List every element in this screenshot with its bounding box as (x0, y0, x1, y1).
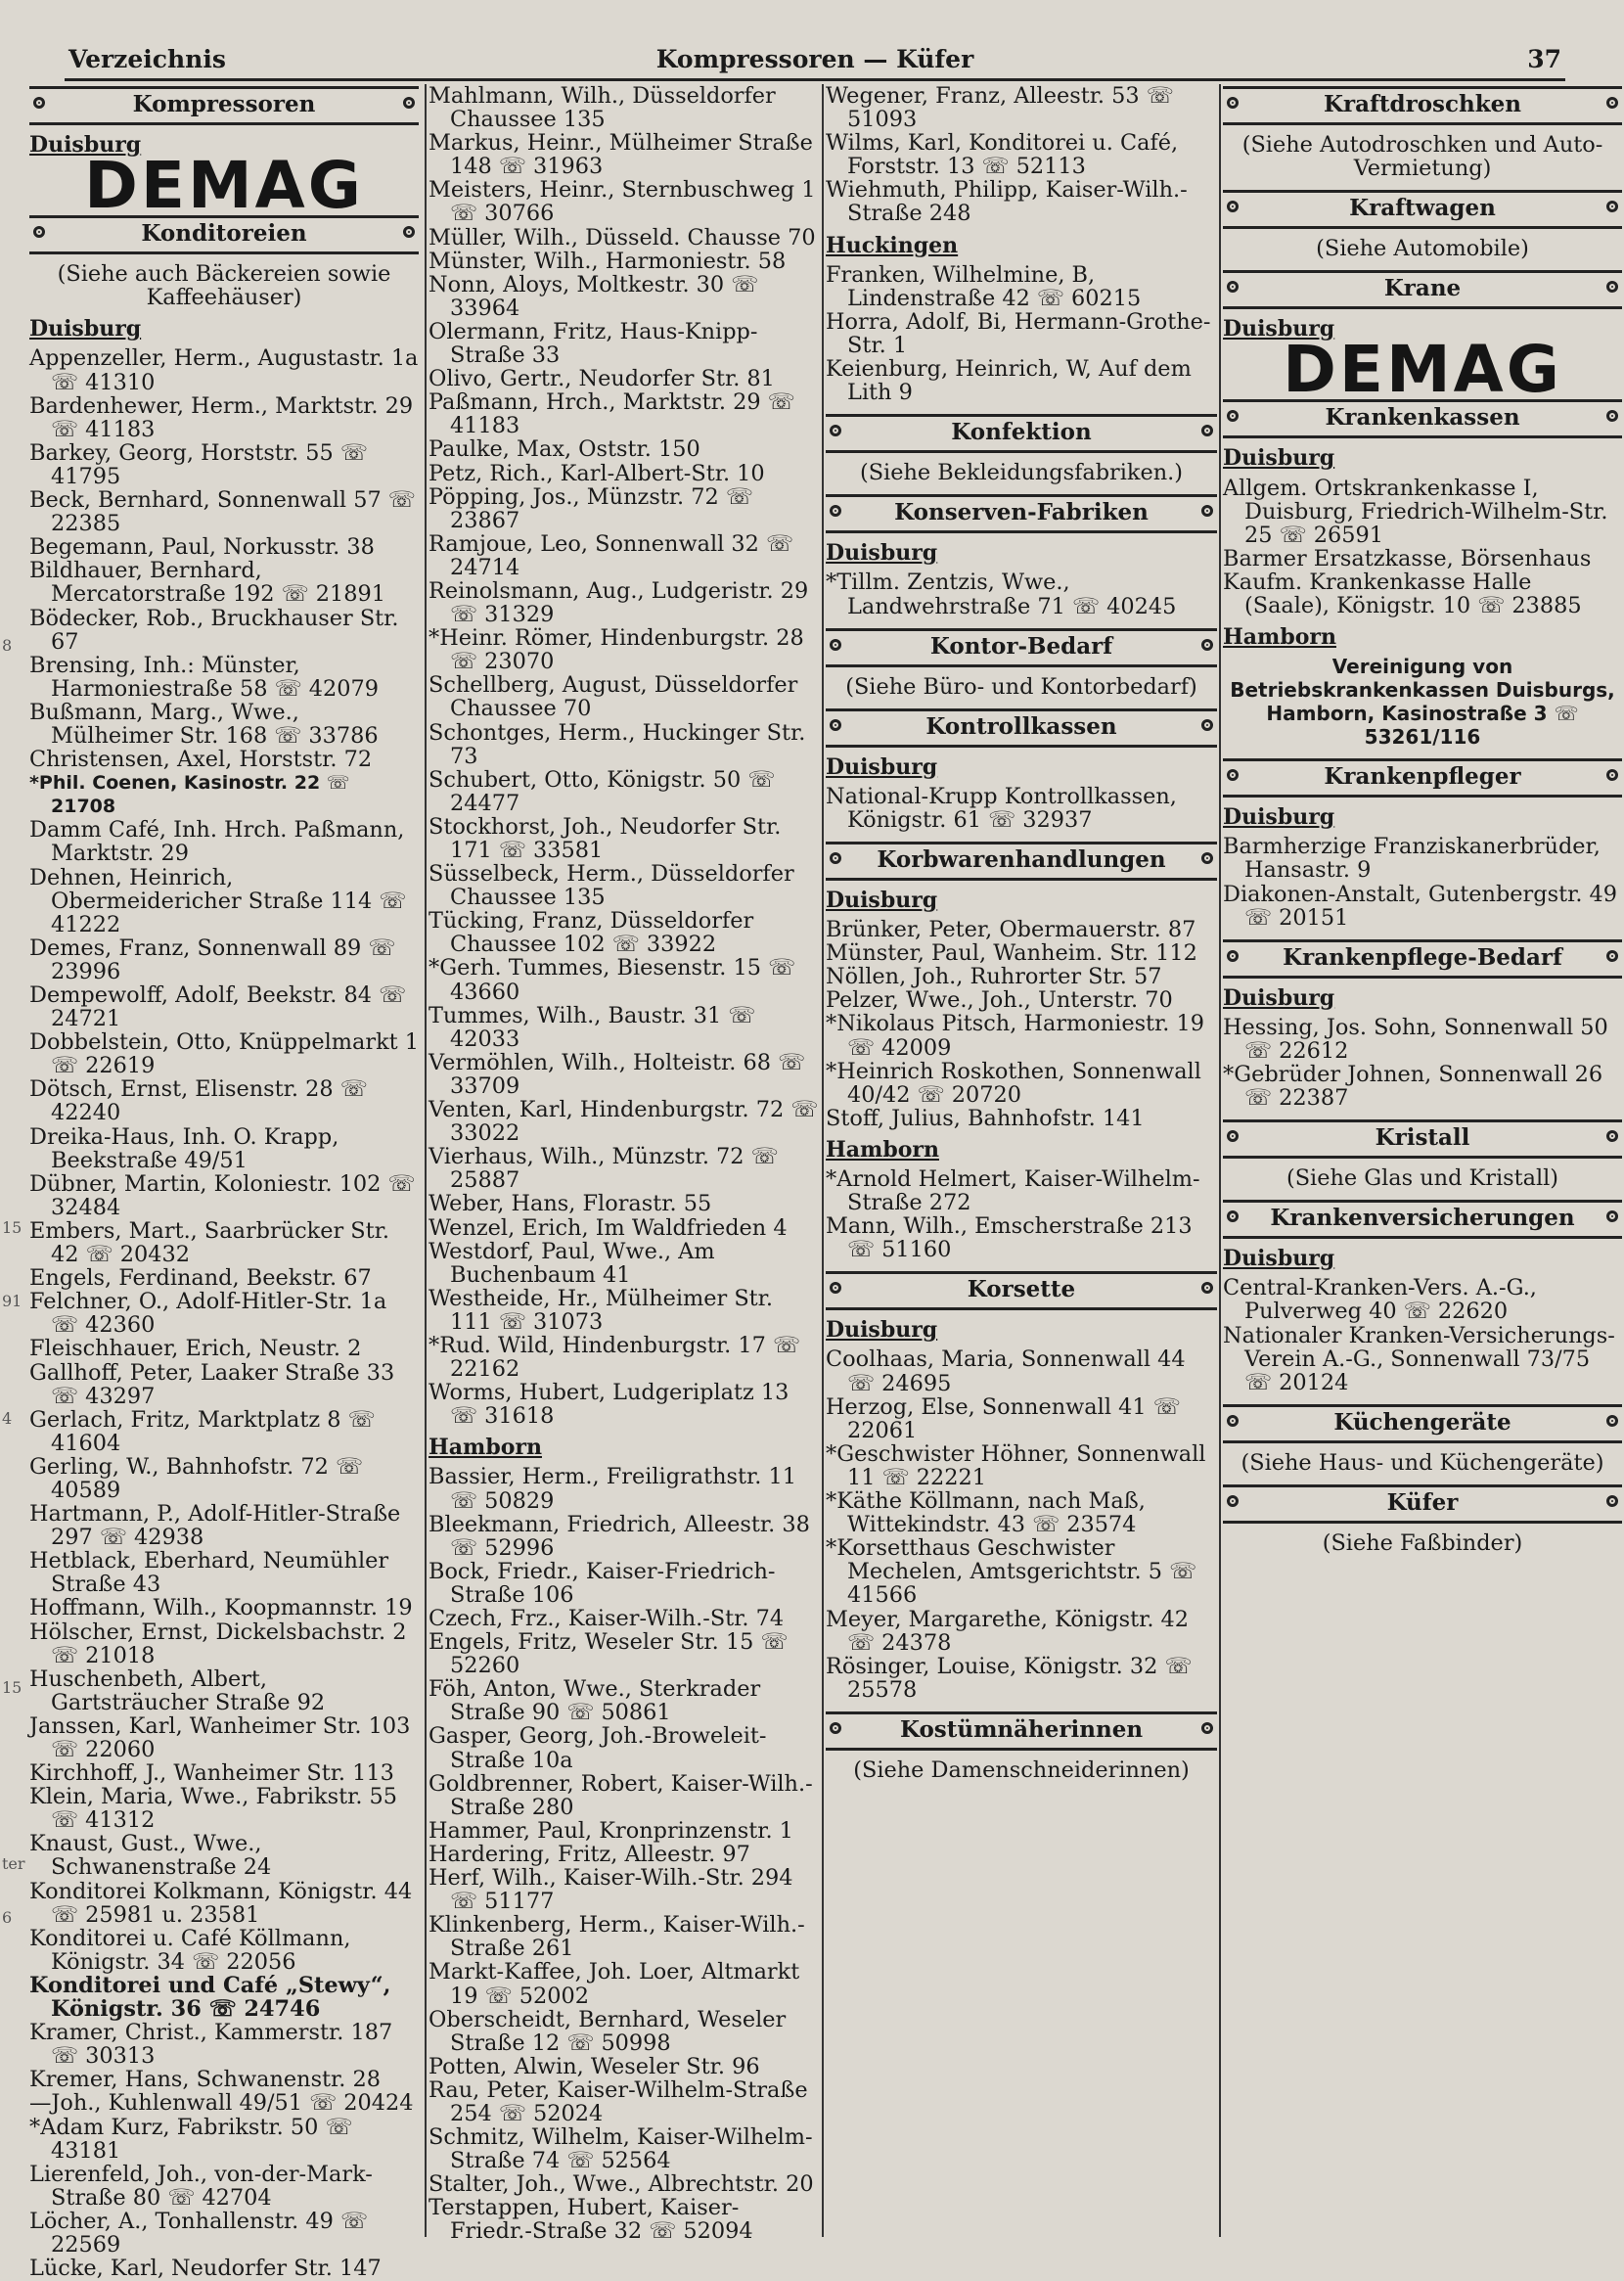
margin-mark: 91 (2, 1292, 23, 1310)
directory-entry: *Heinrich Roskothen, Sonnenwall 40/42 ☏ 20720 (826, 1058, 1201, 1108)
cross-reference: (Siehe Faßbinder) (1322, 1529, 1523, 1556)
directory-entry: Appenzeller, Herm., Augustastr. 1a ☏ 41310 (29, 345, 419, 395)
directory-entry: Wenzel, Erich, Im Waldfrieden 4 (429, 1214, 788, 1241)
directory-entry: Dobbelstein, Otto, Knüppelmarkt 1 ☏ 22619 (29, 1029, 419, 1079)
directory-entry: Konditorei u. Café Köllmann, Königstr. 34 ☏ 22056 (29, 1925, 351, 1975)
directory-entry: Schmitz, Wilhelm, Kaiser-Wilhelm-Straße 74 ☏ 52564 (429, 2124, 813, 2174)
directory-entry: *Heinr. Römer, Hindenburgstr. 28 ☏ 23070 (429, 625, 804, 675)
directory-entry: Engels, Fritz, Weseler Str. 15 ☏ 52260 (429, 1629, 789, 1679)
directory-entry: Mahlmann, Wilh., Düsseldorfer Chaussee 135 (429, 83, 776, 133)
bullet-icon (1201, 852, 1213, 864)
city-heading: Duisburg (1223, 1246, 1335, 1272)
directory-entry: Demes, Franz, Sonnenwall 89 ☏ 23996 (29, 935, 396, 984)
column-2 (425, 83, 820, 2245)
directory-entry: Markt-Kaffee, Joh. Loer, Altmarkt 19 ☏ 52002 (429, 1959, 800, 2009)
city-heading: Duisburg (1223, 804, 1335, 831)
directory-entry: Föh, Anton, Wwe., Sterkrader Straße 90 ☏ 50861 (429, 1676, 761, 1726)
directory-entry: Bardenhewer, Herm., Marktstr. 29 ☏ 41183 (29, 392, 414, 442)
category-heading (1223, 1119, 1622, 1159)
demag-logo: DEMAG (1283, 332, 1562, 408)
directory-entry: Meisters, Heinr., Sternbuschweg 1 ☏ 30766 (429, 177, 816, 227)
directory-entry: Münster, Paul, Wanheim. Str. 112 (826, 940, 1197, 967)
directory-entry: —Joh., Kuhlenwall 49/51 ☏ 20424 (29, 2090, 414, 2117)
directory-entry: Pelzer, Wwe., Joh., Unterstr. 70 (826, 987, 1173, 1014)
directory-entry: Gerling, W., Bahnhofstr. 72 ☏ 40589 (29, 1453, 364, 1503)
directory-entry: Stoff, Julius, Bahnhofstr. 141 (826, 1105, 1145, 1131)
directory-entry: Bildhauer, Bernhard, Mercatorstraße 192 ☏ 21891 (29, 558, 386, 608)
directory-entry: Pöpping, Jos., Münzstr. 72 ☏ 23867 (429, 483, 753, 533)
directory-entry: Goldbrenner, Robert, Kaiser-Wilh.-Straße 280 (429, 1770, 813, 1820)
bullet-icon (1227, 281, 1239, 293)
directory-entry: Löcher, A., Tonhallenstr. 49 ☏ 22569 (29, 2208, 368, 2258)
directory-entry: Herzog, Else, Sonnenwall 41 ☏ 22061 (826, 1393, 1181, 1443)
directory-entry: *Tillm. Zentzis, Wwe., Landwehrstraße 71 ☏ 40245 (826, 570, 1177, 619)
page-header (65, 43, 1565, 81)
directory-entry: Westdorf, Paul, Wwe., Am Buchenbaum 41 (429, 1238, 715, 1288)
directory-entry: Janssen, Karl, Wanheimer Str. 103 ☏ 22060 (29, 1712, 411, 1762)
directory-entry: Barkey, Georg, Horststr. 55 ☏ 41795 (29, 439, 368, 489)
category-heading (826, 494, 1217, 533)
category-label: Küfer (1386, 1488, 1459, 1516)
directory-entry: Gallhoff, Peter, Laaker Straße 33 ☏ 43297 (29, 1359, 395, 1409)
directory-entry: Westheide, Hr., Mülheimer Str. 111 ☏ 31073 (429, 1285, 774, 1335)
column-1 (29, 84, 419, 2281)
margin-mark: 6 (2, 1908, 13, 1927)
directory-entry: Bassier, Herm., Freiligrathstr. 11 ☏ 50829 (429, 1464, 796, 1514)
directory-entry: *Korsetthaus Geschwister Mechelen, Amtsgerichtstr. 5 ☏ 41566 (826, 1535, 1197, 1609)
city-heading: Hamborn (429, 1435, 542, 1461)
category-label: Kontor-Bedarf (929, 632, 1113, 660)
bullet-icon (1227, 97, 1239, 109)
directory-entry: Horra, Adolf, Bi, Hermann-Grothe-Str. 1 (826, 308, 1211, 358)
category-heading (1223, 939, 1622, 979)
bullet-icon (33, 226, 45, 238)
directory-entry: Hammer, Paul, Kronprinzenstr. 1 (429, 1817, 793, 1844)
directory-entry: Stalter, Joh., Wwe., Albrechtstr. 20 (429, 2171, 814, 2198)
directory-entry: Coolhaas, Maria, Sonnenwall 44 ☏ 24695 (826, 1346, 1186, 1396)
category-label: Kostümnäherinnen (899, 1715, 1144, 1743)
directory-entry: Begemann, Paul, Norkusstr. 38 (29, 534, 375, 561)
directory-entry: *Gebrüder Johnen, Sonnenwall 26 ☏ 22387 (1223, 1061, 1603, 1112)
directory-entry: Worms, Hubert, Ludgeriplatz 13 ☏ 31618 (429, 1380, 789, 1430)
directory-entry: Petz, Rich., Karl-Albert-Str. 10 (429, 460, 765, 486)
directory-entry: Klinkenberg, Herm., Kaiser-Wilh.-Straße 261 (429, 1912, 805, 1962)
bullet-icon (1227, 1415, 1239, 1427)
directory-entry: Müller, Wilh., Düsseld. Chausse 70 (429, 224, 816, 251)
directory-entry: *Adam Kurz, Fabrikstr. 50 ☏ 43181 (29, 2114, 353, 2164)
category-heading (1223, 1200, 1622, 1239)
directory-entry: Dempewolff, Adolf, Beekstr. 84 ☏ 24721 (29, 982, 407, 1032)
bullet-icon (1227, 1495, 1239, 1507)
cross-reference: (Siehe Glas und Kristall) (1286, 1165, 1559, 1192)
directory-entry: Damm Café, Inh. Hrch. Paßmann, Marktstr. 29 (29, 817, 405, 867)
directory-entry: Lücke, Karl, Neudorfer Str. 147 (29, 2256, 382, 2281)
directory-entry: Rau, Peter, Kaiser-Wilhelm-Straße 254 ☏ 52024 (429, 2076, 808, 2126)
directory-entry: Keienburg, Heinrich, W, Auf dem Lith 9 (826, 356, 1192, 406)
directory-entry: Bleekmann, Friedrich, Alleestr. 38 ☏ 52996 (429, 1511, 810, 1561)
directory-entry: Münster, Wilh., Harmoniestr. 58 (429, 248, 787, 274)
bullet-icon (1227, 410, 1239, 422)
bullet-icon (1606, 1130, 1618, 1142)
category-heading (29, 86, 419, 125)
cross-reference: (Siehe Damenschneiderinnen) (853, 1756, 1190, 1783)
directory-entry: Konditorei und Café „Stewy“, Königstr. 36 ☏ 24746 (29, 1972, 391, 2023)
directory-entry: Brensing, Inh.: Münster, Harmoniestraße 58 ☏ 42079 (29, 652, 379, 702)
directory-entry: Barmer Ersatzkasse, Börsenhaus (1223, 545, 1592, 571)
margin-mark: 4 (2, 1409, 13, 1428)
directory-entry: Engels, Ferdinand, Beekstr. 67 (29, 1265, 372, 1292)
directory-entry: Nöllen, Joh., Ruhrorter Str. 57 (826, 964, 1162, 990)
category-heading (1223, 399, 1622, 438)
category-label: Küchengeräte (1333, 1408, 1511, 1436)
category-heading (29, 215, 419, 254)
directory-entry: Nationaler Kranken-Versicherungs-Verein A.-G., Sonnenwall 73/75 ☏ 20124 (1223, 1322, 1615, 1395)
directory-entry: Felchner, O., Adolf-Hitler-Str. 1a ☏ 42360 (29, 1289, 387, 1339)
bullet-icon (1227, 1210, 1239, 1222)
directory-entry: Ramjoue, Leo, Sonnenwall 32 ☏ 24714 (429, 530, 794, 580)
margin-mark: ter (2, 1854, 25, 1873)
margin-mark: 15 (2, 1218, 23, 1237)
highlighted-entry: Vereinigung von Betriebskrankenkassen Duisburgs, Hamborn, Kasinostraße 3 ☏ 53261/116 (1230, 655, 1615, 750)
directory-entry: Schontges, Herm., Huckinger Str. 73 (429, 719, 806, 769)
directory-entry: Wiehmuth, Philipp, Kaiser-Wilh.-Straße 248 (826, 177, 1188, 227)
bullet-icon (1201, 425, 1213, 436)
directory-entry: Paßmann, Hrch., Marktstr. 29 ☏ 41183 (429, 389, 795, 439)
margin-mark: 15 (2, 1678, 23, 1697)
city-heading: Duisburg (826, 753, 938, 780)
city-heading: Duisburg (1223, 316, 1335, 342)
directory-entry: Kaufm. Krankenkasse Halle (Saale), Königstr. 10 ☏ 23885 (1223, 569, 1582, 619)
category-label: Konfektion (951, 419, 1092, 446)
directory-entry: Vierhaus, Wilh., Münzstr. 72 ☏ 25887 (429, 1144, 779, 1194)
category-label: Krankenversicherungen (1270, 1205, 1575, 1232)
directory-entry: Beck, Bernhard, Sonnenwall 57 ☏ 22385 (29, 487, 416, 537)
city-heading: Duisburg (1223, 445, 1335, 472)
bullet-icon (1606, 1495, 1618, 1507)
column-4 (1219, 84, 1622, 2237)
city-heading: Duisburg (1223, 984, 1335, 1011)
bullet-icon (830, 1282, 841, 1294)
category-heading (1223, 1484, 1622, 1524)
category-heading (1223, 1404, 1622, 1443)
directory-entry: Fleischhauer, Erich, Neustr. 2 (29, 1336, 362, 1362)
category-heading (1223, 270, 1622, 309)
bullet-icon (1227, 950, 1239, 962)
directory-entry: Hardering, Fritz, Alleestr. 97 (429, 1841, 750, 1867)
cross-reference: (Siehe auch Bäckereien sowie Kaffeehäuser) (57, 261, 391, 311)
directory-entry: Klein, Maria, Wwe., Fabrikstr. 55 ☏ 41312 (29, 1784, 398, 1834)
directory-entry: Kramer, Christ., Kammerstr. 187 ☏ 30313 (29, 2020, 393, 2070)
category-label: Konditoreien (141, 220, 307, 248)
category-heading (1223, 86, 1622, 125)
bullet-icon (830, 719, 841, 731)
bullet-icon (1606, 1210, 1618, 1222)
city-heading: Duisburg (826, 1317, 938, 1344)
bullet-icon (830, 505, 841, 517)
category-label: Kristall (1375, 1124, 1470, 1152)
directory-entry: Diakonen-Anstalt, Gutenbergstr. 49 ☏ 20151 (1223, 881, 1618, 931)
bullet-icon (1606, 950, 1618, 962)
directory-entry: Dehnen, Heinrich, Obermeidericher Straße 114 ☏ 41222 (29, 864, 407, 937)
directory-entry: Dreika-Haus, Inh. O. Krapp, Beekstraße 49/51 (29, 1123, 339, 1173)
margin-mark: 8 (2, 636, 13, 655)
directory-entry: Wilms, Karl, Konditorei u. Café, Forststr. 13 ☏ 52113 (826, 130, 1179, 180)
directory-entry: Reinolsmann, Aug., Ludgeristr. 29 ☏ 31329 (429, 577, 809, 628)
directory-entry: Dötsch, Ernst, Elisenstr. 28 ☏ 42240 (29, 1076, 368, 1126)
directory-entry: Markus, Heinr., Mülheimer Straße 148 ☏ 31963 (429, 130, 813, 180)
bullet-icon (1227, 201, 1239, 212)
directory-entry: Czech, Frz., Kaiser-Wilh.-Str. 74 (429, 1606, 785, 1631)
directory-entry: Olivo, Gertr., Neudorfer Str. 81 (429, 366, 775, 392)
directory-entry: Herf, Wilh., Kaiser-Wilh.-Str. 294 ☏ 51177 (429, 1865, 793, 1915)
directory-entry: Hölscher, Ernst, Dickelsbachstr. 2 ☏ 21018 (29, 1619, 407, 1668)
running-head-title: Kompressoren — Küfer (655, 45, 974, 73)
directory-entry: Franken, Wilhelmine, B, Lindenstraße 42 ☏ 60215 (826, 261, 1142, 311)
directory-entry: Allgem. Ortskrankenkasse I, Duisburg, Friedrich-Wilhelm-Str. 25 ☏ 26591 (1223, 475, 1608, 548)
category-label: Kraftdroschken (1323, 91, 1522, 117)
category-label: Krankenpfleger (1324, 763, 1521, 791)
directory-entry: Hartmann, P., Adolf-Hitler-Straße 297 ☏ 42938 (29, 1501, 401, 1551)
bullet-icon (830, 639, 841, 651)
bullet-icon (33, 97, 45, 109)
city-heading: Duisburg (826, 887, 938, 913)
city-heading: Hamborn (1223, 624, 1336, 651)
directory-entry: Mann, Wilh., Emscherstraße 213 ☏ 51160 (826, 1213, 1193, 1263)
cross-reference: (Siehe Autodroschken und Auto-Vermietung) (1241, 132, 1603, 182)
bullet-icon (1201, 639, 1213, 651)
directory-entry: Knaust, Gust., Wwe., Schwanenstraße 24 (29, 1831, 272, 1881)
directory-entry: Central-Kranken-Vers. A.-G., Pulverweg 40 ☏ 22620 (1223, 1275, 1537, 1325)
directory-entry: Gasper, Georg, Joh.-Broweleit-Straße 10a (429, 1723, 767, 1773)
cross-reference: (Siehe Büro- und Kontorbedarf) (845, 673, 1197, 700)
bullet-icon (1201, 719, 1213, 731)
bullet-icon (403, 226, 415, 238)
directory-entry: *Rud. Wild, Hindenburgstr. 17 ☏ 22162 (429, 1332, 801, 1383)
directory-entry: Embers, Mart., Saarbrücker Str. 42 ☏ 20432 (29, 1217, 389, 1268)
directory-entry: Venten, Karl, Hindenburgstr. 72 ☏ 33022 (429, 1097, 819, 1147)
bullet-icon (1201, 505, 1213, 517)
cross-reference: (Siehe Bekleidungsfabriken.) (859, 460, 1184, 486)
directory-entry: *Phil. Coenen, Kasinostr. 22 ☏ 21708 (29, 772, 350, 818)
directory-entry: Tummes, Wilh., Baustr. 31 ☏ 42033 (429, 1002, 756, 1052)
category-heading (1223, 190, 1622, 229)
directory-entry: Oberscheidt, Bernhard, Weseler Straße 12 ☏ 50998 (429, 2006, 787, 2056)
cross-reference: (Siehe Haus- und Küchengeräte) (1241, 1449, 1604, 1476)
directory-entry: *Gerh. Tummes, Biesenstr. 15 ☏ 43660 (429, 955, 796, 1005)
bullet-icon (830, 852, 841, 864)
bullet-icon (1606, 769, 1618, 781)
directory-entry: Terstappen, Hubert, Kaiser-Friedr.-Straße 32 ☏ 52094 (429, 2195, 753, 2245)
directory-entry: Bödecker, Rob., Bruckhauser Str. 67 (29, 605, 399, 655)
directory-entry: Kirchhoff, J., Wanheimer Str. 113 (29, 1760, 394, 1787)
category-label: Konserven-Fabriken (894, 499, 1149, 526)
bullet-icon (1606, 281, 1618, 293)
directory-entry: Wegener, Franz, Alleestr. 53 ☏ 51093 (826, 83, 1174, 133)
category-heading (826, 708, 1217, 748)
directory-entry: Bußmann, Marg., Wwe., Mülheimer Str. 168 ☏ 33786 (29, 699, 379, 749)
directory-entry: National-Krupp Kontrollkassen, Königstr. 61 ☏ 32937 (826, 783, 1177, 833)
bullet-icon (830, 1722, 841, 1734)
bullet-icon (1606, 410, 1618, 422)
directory-entry: Stockhorst, Joh., Neudorfer Str. 171 ☏ 33581 (429, 813, 782, 863)
bullet-icon (1227, 1130, 1239, 1142)
directory-entry: *Nikolaus Pitsch, Harmoniestr. 19 ☏ 42009 (826, 1011, 1205, 1061)
directory-entry: Christensen, Axel, Horststr. 72 (29, 747, 373, 773)
category-label: Kompressoren (132, 91, 316, 117)
category-label: Korbwarenhandlungen (877, 845, 1166, 873)
directory-entry: Schubert, Otto, Königstr. 50 ☏ 24477 (429, 766, 776, 816)
category-label: Kraftwagen (1349, 195, 1496, 222)
directory-entry: *Käthe Köllmann, nach Maß, Wittekindstr. 43 ☏ 23574 (826, 1488, 1146, 1538)
directory-entry: Weber, Hans, Florastr. 55 (429, 1191, 712, 1217)
bullet-icon (830, 425, 841, 436)
city-heading: Duisburg (29, 132, 142, 158)
directory-entry: Potten, Alwin, Weseler Str. 96 (429, 2053, 760, 2079)
directory-entry: Vermöhlen, Wilh., Holteistr. 68 ☏ 33709 (429, 1049, 806, 1099)
page-number: 37 (1527, 45, 1561, 73)
demag-logo: DEMAG (84, 148, 364, 224)
city-heading: Duisburg (826, 540, 938, 567)
directory-entry: Brünker, Peter, Obermauerstr. 87 (826, 917, 1196, 943)
category-heading (826, 1711, 1217, 1751)
directory-entry: Paulke, Max, Oststr. 150 (429, 436, 700, 463)
running-head-left: Verzeichnis (68, 45, 226, 73)
directory-entry: Kremer, Hans, Schwanenstr. 28 (29, 2067, 382, 2093)
directory-entry: Hetblack, Eberhard, Neumühler Straße 43 (29, 1548, 389, 1598)
city-heading: Hamborn (826, 1136, 939, 1163)
directory-entry: Gerlach, Fritz, Marktplatz 8 ☏ 41604 (29, 1406, 376, 1456)
bullet-icon (403, 97, 415, 109)
directory-entry: Süsselbeck, Herm., Düsseldorfer Chaussee 135 (429, 861, 794, 911)
category-label: Krankenpflege-Bedarf (1283, 943, 1562, 971)
category-heading (826, 414, 1217, 453)
cross-reference: (Siehe Automobile) (1316, 236, 1529, 262)
directory-entry: Barmherzige Franziskanerbrüder, Hansastr. 9 (1223, 834, 1601, 884)
directory-entry: Huschenbeth, Albert, Gartsträucher Straße 92 (29, 1665, 326, 1715)
category-label: Korsette (967, 1276, 1076, 1303)
directory-entry: Nonn, Aloys, Moltkestr. 30 ☏ 33964 (429, 271, 759, 321)
category-heading (826, 842, 1217, 881)
directory-entry: *Geschwister Höhner, Sonnenwall 11 ☏ 22221 (826, 1440, 1206, 1490)
directory-entry: Lierenfeld, Joh., von-der-Mark-Straße 80 ☏ 42704 (29, 2161, 373, 2211)
directory-entry: Schellberg, August, Düsseldorfer Chaussee 70 (429, 672, 798, 722)
city-heading: Huckingen (826, 232, 959, 258)
category-label: Krankenkassen (1325, 404, 1520, 432)
bullet-icon (1201, 1282, 1213, 1294)
directory-entry: Olermann, Fritz, Haus-Knipp-Straße 33 (429, 318, 758, 369)
bullet-icon (1227, 769, 1239, 781)
bullet-icon (1606, 201, 1618, 212)
column-3 (822, 84, 1217, 2237)
directory-entry: Konditorei Kolkmann, Königstr. 44 ☏ 25981 u. 23581 (29, 1878, 413, 1928)
category-heading (1223, 758, 1622, 798)
city-heading: Duisburg (29, 316, 142, 342)
category-label: Krane (1383, 275, 1462, 302)
bullet-icon (1606, 1415, 1618, 1427)
directory-entry: Tücking, Franz, Düsseldorfer Chaussee 102 ☏ 33922 (429, 908, 754, 958)
bullet-icon (1201, 1722, 1213, 1734)
directory-entry: Meyer, Margarethe, Königstr. 42 ☏ 24378 (826, 1606, 1190, 1656)
directory-entry: Hessing, Jos. Sohn, Sonnenwall 50 ☏ 22612 (1223, 1014, 1608, 1064)
category-label: Kontrollkassen (925, 712, 1117, 740)
category-heading (826, 628, 1217, 667)
category-heading (826, 1271, 1217, 1310)
directory-entry: Rösinger, Louise, Königstr. 32 ☏ 25578 (826, 1653, 1193, 1703)
directory-entry: *Arnold Helmert, Kaiser-Wilhelm-Straße 272 (826, 1166, 1200, 1216)
directory-entry: Dübner, Martin, Koloniestr. 102 ☏ 32484 (29, 1170, 416, 1220)
directory-entry: Bock, Friedr., Kaiser-Friedrich-Straße 106 (429, 1558, 776, 1608)
bullet-icon (1606, 97, 1618, 109)
left-margin-bleed (0, 0, 23, 2239)
directory-entry: Hoffmann, Wilh., Koopmannstr. 19 (29, 1595, 413, 1621)
